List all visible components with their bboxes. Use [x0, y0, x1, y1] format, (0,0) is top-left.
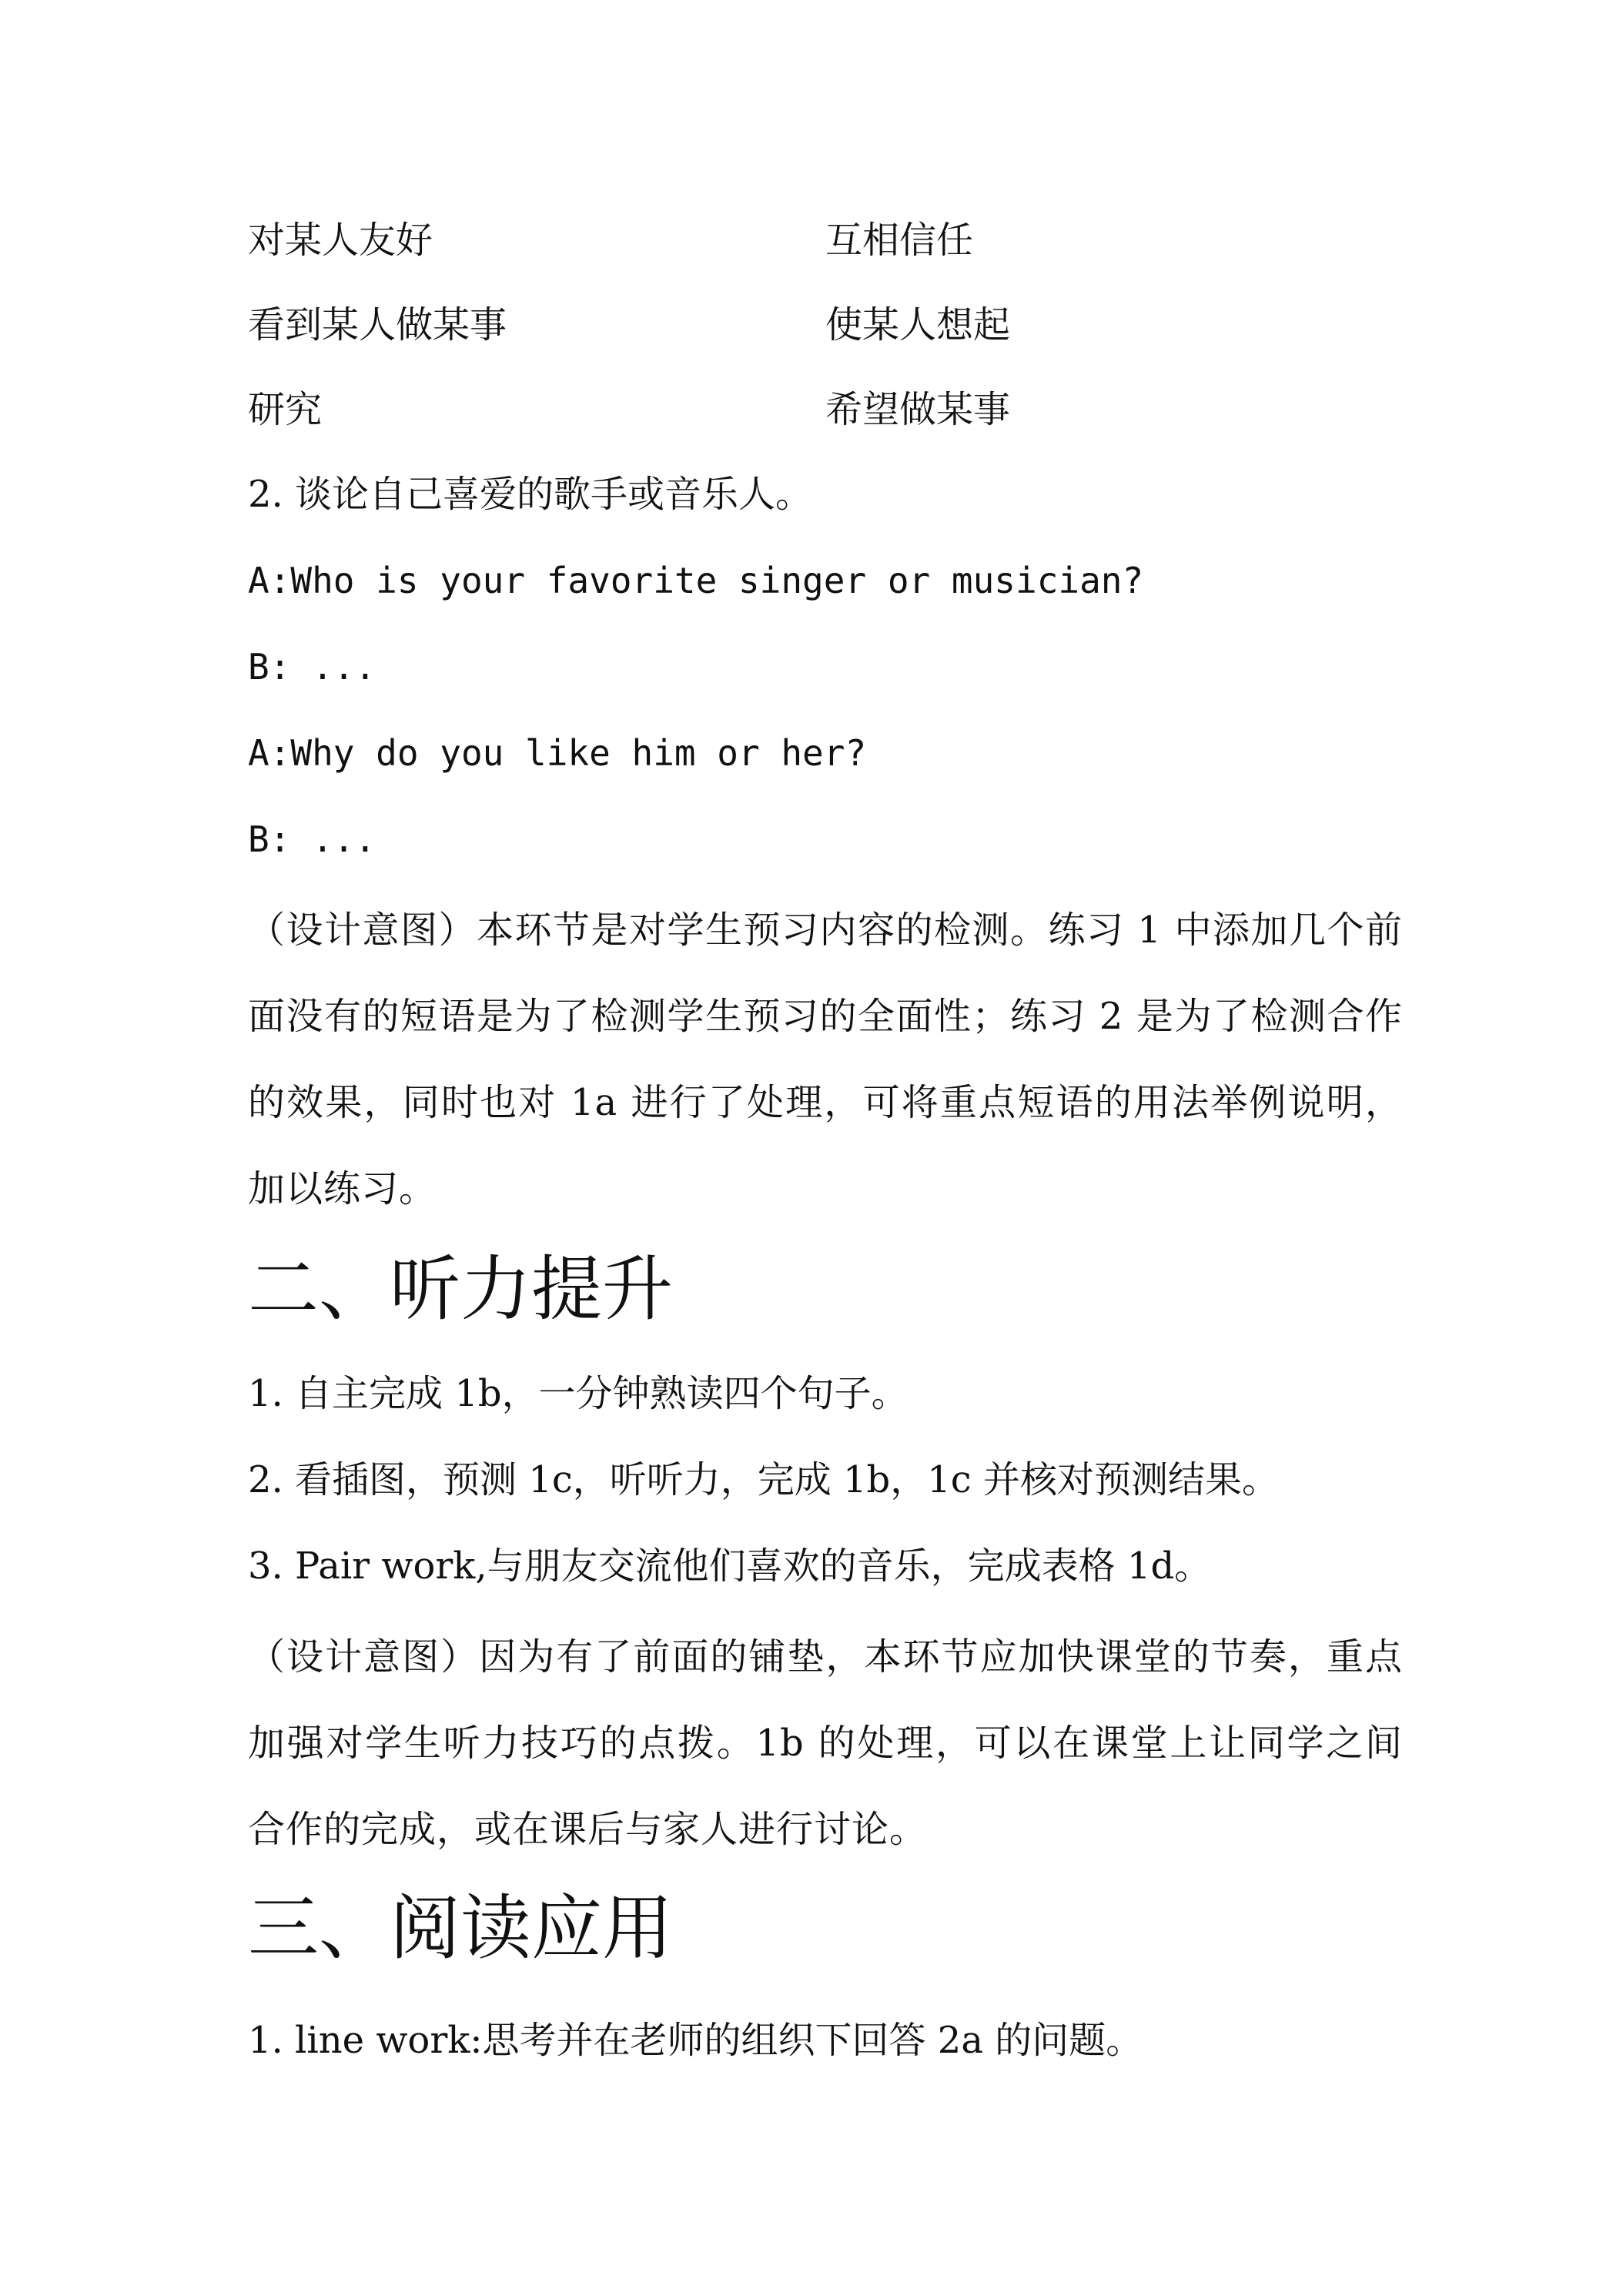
section-2-item-3: 3. Pair work,与朋友交流他们喜欢的音乐，完成表格 1d。 [248, 1545, 1212, 1588]
design-note-2: （设计意图）因为有了前面的铺垫，本环节应加快课堂的节奏，重点加强对学生听力技巧的点拨。1b 的处理，可以在课堂上让同学之间合作的完成，或在课后与家人进行讨论。 [248, 1635, 1403, 1851]
dialogue-line-4: B: ... [248, 818, 376, 860]
vocab-right-1: 互相信任 [825, 219, 974, 262]
exercise-2-title: 2. 谈论自己喜爱的歌手或音乐人。 [248, 473, 813, 516]
dialogue-line-2: B: ... [248, 646, 376, 688]
dialogue-line-3: A:Why do you like him or her? [248, 732, 867, 774]
section-3-item-1: 1. line work:思考并在老师的组织下回答 2a 的问题。 [248, 2019, 1143, 2062]
vocab-left-3: 研究 [248, 388, 323, 431]
vocab-left-1: 对某人友好 [248, 219, 433, 262]
vocab-right-2: 使某人想起 [825, 303, 1011, 346]
section-2-item-1: 1. 自主完成 1b，一分钟熟读四个句子。 [248, 1372, 909, 1415]
dialogue-line-1: A:Who is your favorite singer or musician? [248, 560, 1144, 601]
vocab-left-2: 看到某人做某事 [248, 303, 507, 346]
design-note-1: （设计意图）本环节是对学生预习内容的检测。练习 1 中添加几个前面没有的短语是为了检测学生预习的全面性；练习 2 是为了检测合作的效果，同时也对 1a 进行了处理，可将重点短语的用法举例说明，加以练习。 [248, 909, 1403, 1210]
section-3-heading: 三、阅读应用 [248, 1887, 674, 1970]
section-2-item-2: 2. 看插图，预测 1c，听听力，完成 1b，1c 并核对预测结果。 [248, 1458, 1279, 1501]
vocab-right-3: 希望做某事 [825, 388, 1011, 431]
section-2-heading: 二、听力提升 [248, 1248, 674, 1330]
